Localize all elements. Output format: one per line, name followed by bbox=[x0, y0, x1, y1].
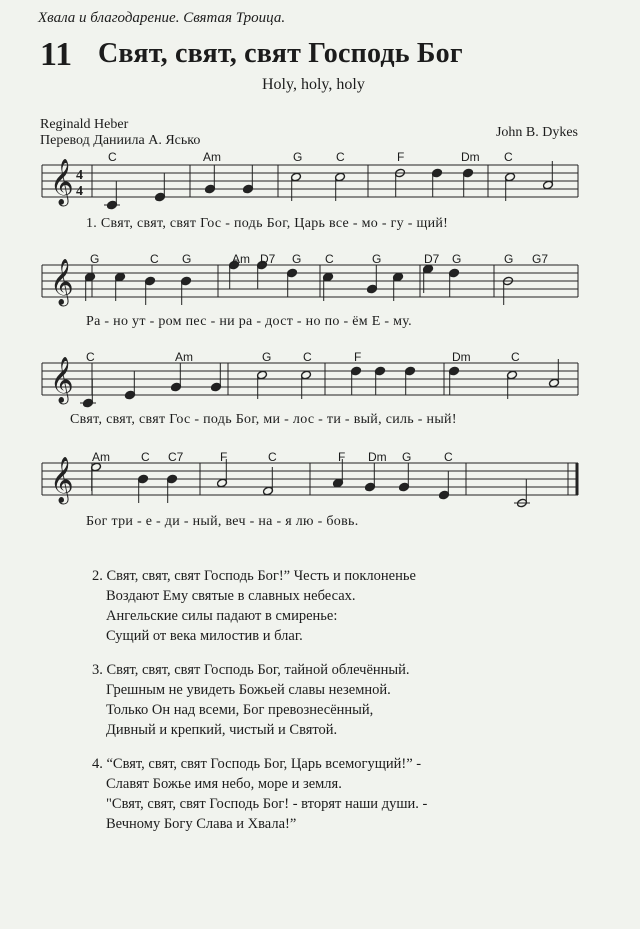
chord-symbol: C bbox=[303, 350, 312, 364]
verse-line: Дивный и крепкий, чистый и Святой. bbox=[106, 722, 338, 738]
verse-line: Грешным не увидеть Божьей славы неземной. bbox=[106, 682, 391, 698]
verse-line: 2. Свят, свят, свят Господь Бог!” Честь и поклоненье bbox=[92, 568, 416, 584]
chord-symbol: Dm bbox=[452, 350, 471, 364]
chord-symbol: G bbox=[293, 150, 303, 164]
lyrics-line-2: Ра - но ут - ром пес - ни ра - дост - но по - ём Е - му. bbox=[86, 314, 412, 329]
chord-symbol: Am bbox=[175, 350, 193, 364]
verse-line: 4. “Свят, свят, свят Господь Бог, Царь всемогущий!” - bbox=[92, 756, 422, 772]
svg-text:𝄞: 𝄞 bbox=[50, 159, 74, 205]
verse-line: Воздают Ему святые в славных небесах. bbox=[106, 588, 356, 604]
category-heading: Хвала и благодарение. Святая Троица. bbox=[38, 10, 286, 26]
verse-line: Сущий от века милостив и благ. bbox=[106, 628, 303, 644]
verse-line: Славят Божье имя небо, море и земля. bbox=[106, 776, 342, 792]
svg-text:4: 4 bbox=[76, 184, 83, 199]
svg-text:𝄞: 𝄞 bbox=[50, 457, 74, 503]
chord-symbol: G bbox=[292, 252, 302, 266]
svg-text:𝄞: 𝄞 bbox=[50, 357, 74, 403]
hymn-title: Свят, свят, свят Господь Бог bbox=[98, 38, 463, 69]
svg-text:4: 4 bbox=[76, 168, 83, 183]
chord-symbol: C bbox=[336, 150, 345, 164]
hymn-subtitle: Holy, holy, holy bbox=[262, 76, 365, 93]
chord-symbol: Am bbox=[203, 150, 221, 164]
chord-symbol: G7 bbox=[532, 252, 549, 266]
author-credit: Reginald Heber bbox=[40, 117, 129, 132]
chord-symbol: G bbox=[90, 252, 100, 266]
chord-symbol: F bbox=[397, 150, 405, 164]
chord-symbol: D7 bbox=[424, 252, 440, 266]
chord-symbol: G bbox=[182, 252, 192, 266]
chord-symbol: Am bbox=[232, 252, 250, 266]
chord-symbol: C bbox=[86, 350, 95, 364]
chord-symbol: Am bbox=[92, 450, 110, 464]
verse-3 bbox=[92, 660, 410, 740]
chord-symbol: C bbox=[444, 450, 453, 464]
composer-credit: John B. Dykes bbox=[495, 125, 578, 140]
verse-4 bbox=[92, 754, 427, 834]
chord-symbol: G bbox=[372, 252, 382, 266]
chord-symbol: C bbox=[268, 450, 277, 464]
chord-symbol: G bbox=[402, 450, 412, 464]
translator-credit: Перевод Даниила А. Ясько bbox=[40, 133, 201, 148]
chord-symbol: Dm bbox=[368, 450, 387, 464]
verse-line: "Свят, свят, свят Господь Бог! - вторят наши души. - bbox=[106, 796, 428, 812]
chord-symbol: C bbox=[108, 150, 117, 164]
chord-symbol: C bbox=[504, 150, 513, 164]
chord-symbol: C bbox=[141, 450, 150, 464]
verse-line: Вечному Богу Слава и Хвала!” bbox=[106, 816, 297, 832]
chord-symbol: F bbox=[220, 450, 228, 464]
chord-symbol: C bbox=[150, 252, 159, 266]
verse-line: 3. Свят, свят, свят Господь Бог, тайной облечённый. bbox=[92, 662, 410, 678]
chord-symbol: C7 bbox=[168, 450, 184, 464]
verse-line: Ангельские силы падают в смиренье: bbox=[106, 608, 338, 624]
verse-line: Только Он над всеми, Бог превознесённый, bbox=[106, 702, 374, 718]
verse-2 bbox=[92, 566, 416, 646]
chord-symbol: C bbox=[325, 252, 334, 266]
chord-symbol: F bbox=[338, 450, 346, 464]
chord-symbol: F bbox=[354, 350, 362, 364]
chord-symbol: G bbox=[504, 252, 514, 266]
lyrics-line-4: Бог три - е - ди - ный, веч - на - я лю - бовь. bbox=[86, 514, 359, 529]
lyrics-line-3: Свят, свят, свят Гос - подь Бог, ми - лос - ти - вый, силь - ный! bbox=[70, 412, 457, 427]
hymn-number: 11 bbox=[40, 36, 73, 73]
chord-symbol: G bbox=[452, 252, 462, 266]
chord-symbol: Dm bbox=[461, 150, 480, 164]
svg-text:𝄞: 𝄞 bbox=[50, 259, 74, 305]
chord-symbol: D7 bbox=[260, 252, 276, 266]
chord-symbol: G bbox=[262, 350, 272, 364]
chord-symbol: C bbox=[511, 350, 520, 364]
lyrics-line-1: 1. Свят, свят, свят Гос - подь Бог, Царь все - мо - гу - щий! bbox=[86, 216, 449, 231]
